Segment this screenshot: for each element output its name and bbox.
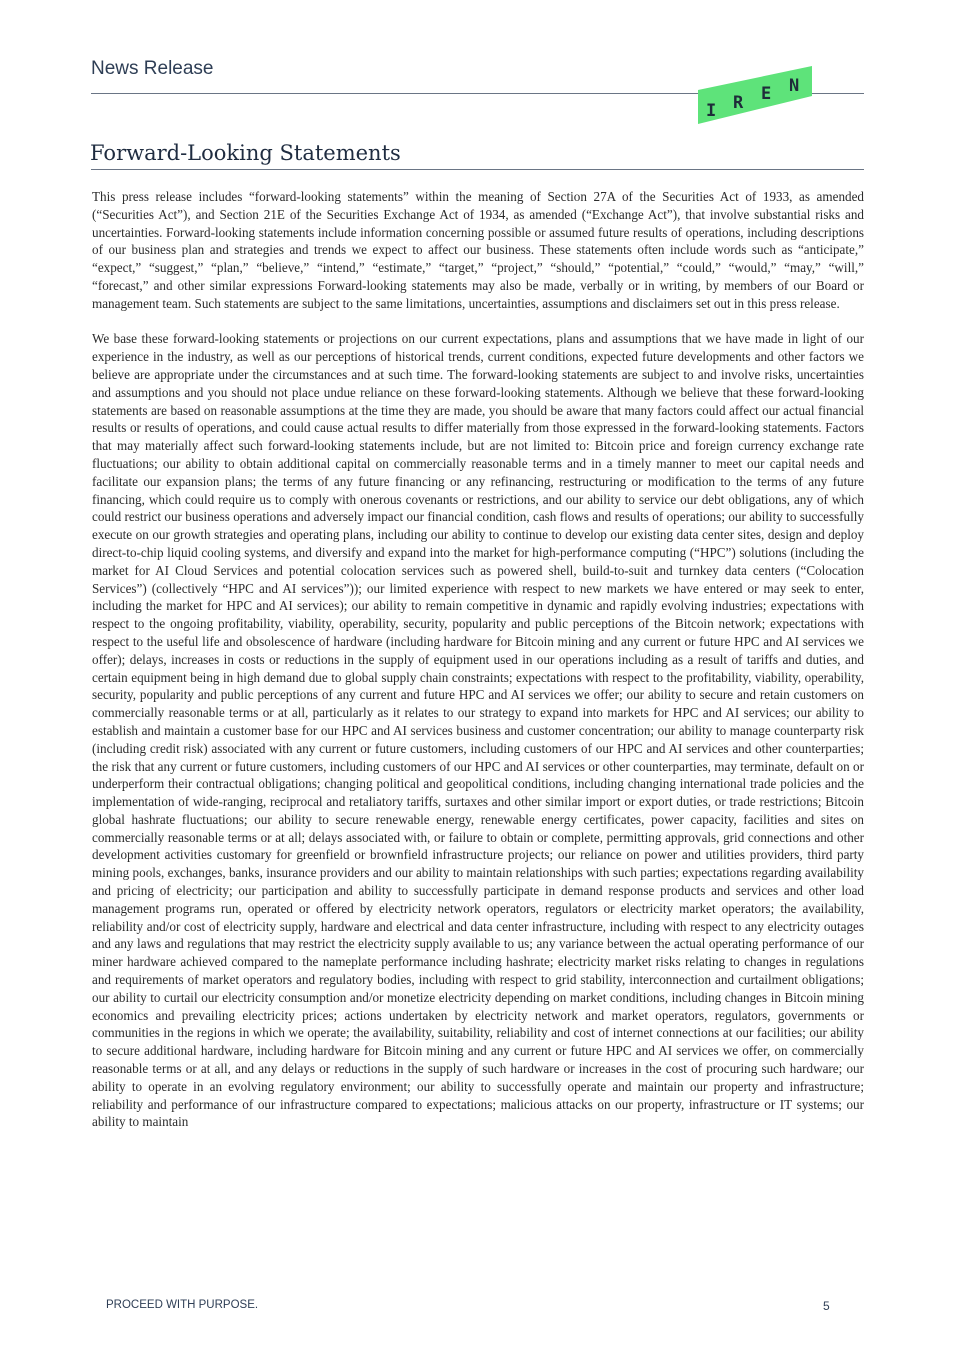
paragraph-1: This press release includes “forward-looking statements” within the meaning of Section 27A of the Securities Act of 1933, as amended (“Securities Act”), and Section 21E of the Securities Exchange Act of 1934, as amended (“Exchange Act”), that involve substantial risks and uncertainties. Forward-looking statements include information concerning possible or assumed future results of operations, including descriptions of our business plan and strategies and trends we expect to affect our business. These statements often include words such as “anticipate,” “expect,” “suggest,” “plan,” “believe,” “intend,” “estimate,” “target,” “project,” “should,” “potential,” “could,” “would,” “may,” “will,” “forecast,” and other similar expressions Forward-looking statements may also be made, verbally or in writing, by members of our Board or management team. Such statements are subject to the same limitations, uncertainties, assumptions and disclaimers set out in this press release. <box>92 189 864 311</box>
paragraph-2: We base these forward-looking statements or projections on our current expectations, plans and assumptions that we have made in light of our experience in the industry, as well as our perceptions of historical trends, current conditions, expected future developments and other factors we believe are appropriate under the circumstances and at such time. The forward-looking statements are subject to and involve risks, uncertainties and assumptions and you should not place undue reliance on these forward-looking statements. Although we believe that these forward-looking statements are based on reasonable assumptions at the time they are made, you should be aware that many factors could affect our actual financial results or results of operations, and could cause actual results to differ materially from those expressed in the forward-looking statements. Factors that may materially affect such forward-looking statements include, but are not limited to: Bitcoin price and foreign currency exchange rate fluctuations; our ability to obtain additional capital on commercially reasonable terms and in a timely manner to meet our capital needs and facilitate our expansion plans; the terms of any future financing or any refinancing, restructuring or modification to the terms of any future financing, which could require us to comply with onerous covenants or restrictions, and our ability to service our debt obligations, any of which could restrict our business operations and adversely impact our financial condition, cash flows and results of operations; our ability to successfully execute on our growth strategies and operating plans, including our ability to continue to develop our existing data center sites, design and deploy direct-to-chip liquid cooling systems, and diversify and expand into the market for high-performance computing (“HPC”) solutions (including the market for AI Cloud Services and potential colocation services such as powered shell, build-to-suit and turnkey data centers (“Colocation Services”) (collectively “HPC and AI services”)); our limited experience with respect to new markets we have entered or may seek to enter, including the market for HPC and AI services); our ability to remain competitive in dynamic and rapidly evolving industries; expectations with respect to the ongoing profitability, viability, operability, security, popularity and public perceptions of the Bitcoin network; expectations with respect to the useful life and obsolescence of hardware (including hardware for Bitcoin mining and any current or future HPC and AI services we offer); delays, increases in costs or reductions in the supply of equipment used in our operations including as a result of tariffs and duties, and certain equipment being in high demand due to global supply chain constraints; expectations with respect to the profitability, viability, operability, security, popularity and public perceptions of any current and future HPC and AI services we offer; our ability to secure and retain customers on commercially reasonable terms or at all, particularly as it relates to our strategy to expand into markets for HPC and AI services; our ability to establish and maintain a customer base for our HPC and AI services business and customer concentration; our ability to manage counterparty risk (including credit risk) associated with any current or future customers, including customers of our HPC and AI services and other counterparties; the risk that any current or future customers, including customers of our HPC and AI services or other counterparties, may terminate, default on or underperform their contractual obligations; changing political and geopolitical conditions, including changing international trade policies and the implementation of wide-ranging, reciprocal and retaliatory tariffs, surtaxes and other similar import or export duties, or trade restrictions; Bitcoin global hashrate fluctuations; our ability to secure renewable energy, renewable energy certificates, power capacity, facilities and sites on commercially reasonable terms or at all; delays associated with, or failure to obtain or complete, permitting approvals, grid connections and other development activities customary for greenfield or brownfield infrastructure projects; our reliance on power and utilities providers, third party mining pools, exchanges, banks, insurance providers and our ability to maintain relationships with such parties; expectations regarding availability and pricing of electricity; our participation and ability to successfully participate in demand response products and services and other load management programs run, operated or offered by electricity network operators, regulators or electricity market operators; the availability, reliability and/or cost of electricity supply, hardware and electrical and data center infrastructure, including with respect to any electricity outages and any laws and regulations that may restrict the electricity supply available to us; any variance between the actual operating performance of our miner hardware achieved compared to the nameplate performance including hashrate; electricity market risks relating to changes in regulations and requirements of market operators and regulatory bodies, including with respect to grid stability, interconnection and curtailment obligations; our ability to curtail our electricity consumption and/or monetize electricity depending on market conditions, including changes in Bitcoin mining economics and prevailing electricity prices; actions undertaken by electricity network and market operators, regulators, governments or communities in the regions in which we operate; the availability, suitability, reliability and cost of internet connections at our facilities; our ability to secure additional hardware, including hardware for Bitcoin mining and any current or future HPC and AI services we offer, on commercially reasonable terms or at all, and any delays or reductions in the supply of such hardware or increases in the cost of procuring such hardware; our ability to operate in an evolving regulatory environment; our ability to successfully operate and maintain our property and infrastructure; reliability and performance of our infrastructure compared to expectations; malicious attacks on our property, infrastructure or IT systems; our ability to maintain <box>92 331 864 1130</box>
title-rule <box>91 169 864 170</box>
svg-text:I: I <box>706 101 717 121</box>
footer-tagline: PROCEED WITH PURPOSE. <box>106 1299 259 1311</box>
iren-logo <box>694 62 816 126</box>
header-label: News Release <box>91 58 214 79</box>
page-number: 5 <box>823 1299 830 1313</box>
svg-text:E: E <box>761 84 772 104</box>
body-text <box>92 188 864 1149</box>
svg-text:R: R <box>733 93 744 113</box>
svg-text:N: N <box>789 76 800 96</box>
section-title: Forward-Looking Statements <box>90 141 401 165</box>
